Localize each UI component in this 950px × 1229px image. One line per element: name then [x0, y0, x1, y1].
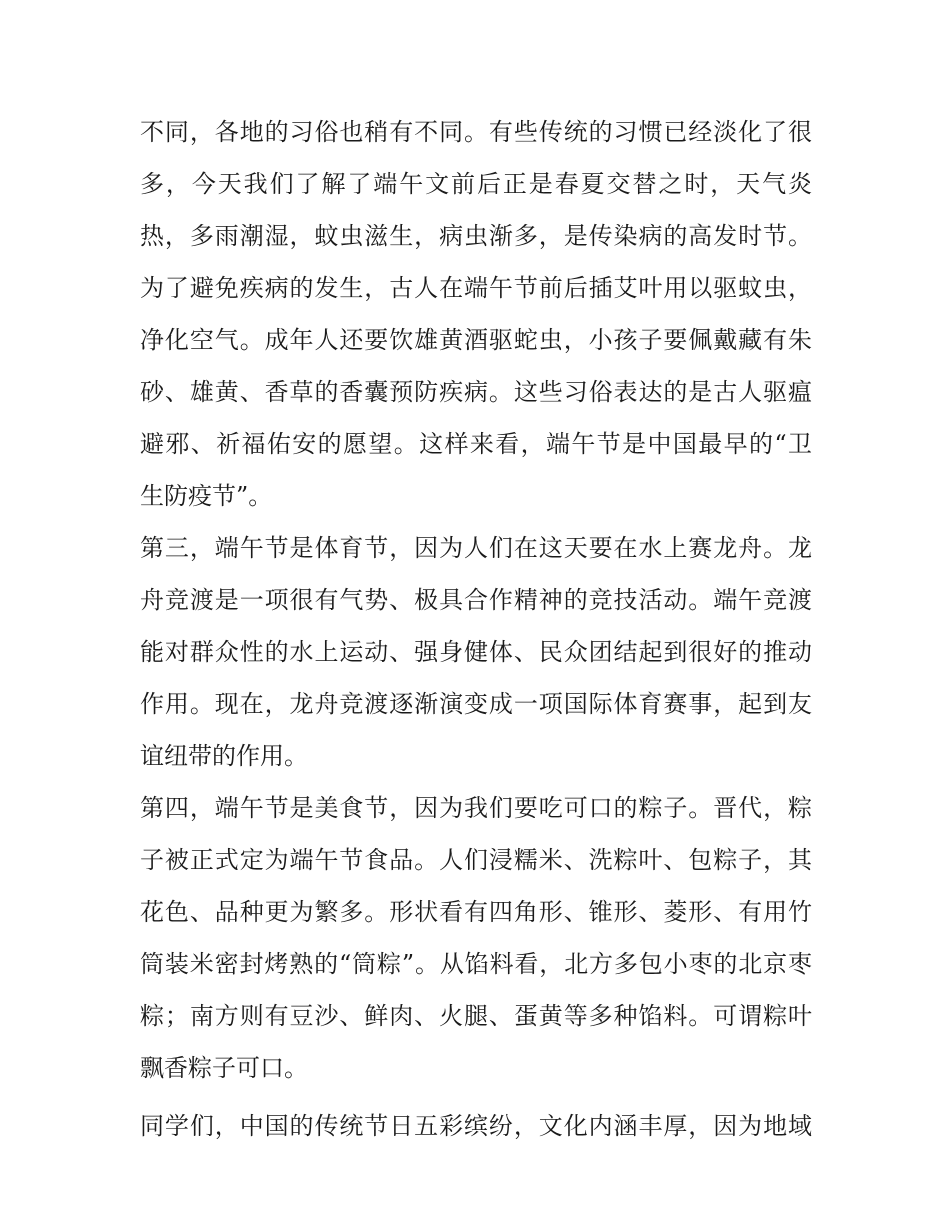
paragraph-food [140, 782, 812, 1094]
text-line: 子被正式定为端午节食品。人们浸糯米、洗粽叶、包粽子，其 [140, 846, 812, 874]
text-line: 筒装米密封烤熟的“筒粽”。从馅料看，北方多包小枣的北京枣 [140, 950, 812, 978]
paragraph-closing [140, 1100, 812, 1152]
text-line: 砂、雄黄、香草的香囊预防疾病。这些习俗表达的是古人驱瘟 [140, 378, 812, 406]
text-line: 花色、品种更为繁多。形状看有四角形、锥形、菱形、有用竹 [140, 898, 812, 926]
text-line: 能对群众性的水上运动、强身健体、民众团结起到很好的推动 [140, 638, 812, 666]
text-line: 同学们，中国的传统节日五彩缤纷，文化内涵丰厚，因为地域 [140, 1112, 812, 1140]
text-line: 舟竞渡是一项很有气势、极具合作精神的竞技活动。端午竞渡 [140, 586, 812, 614]
text-line: 第四，端午节是美食节，因为我们要吃可口的粽子。晋代，粽 [140, 794, 812, 822]
paragraph-sports [140, 522, 812, 782]
text-line: 多，今天我们了解了端午文前后正是春夏交替之时，天气炎 [140, 170, 812, 198]
text-line: 热，多雨潮湿，蚊虫滋生，病虫渐多，是传染病的高发时节。 [140, 222, 812, 250]
text-line: 避邪、祈福佑安的愿望。这样来看，端午节是中国最早的“卫 [140, 430, 812, 458]
text-line: 净化空气。成年人还要饮雄黄酒驱蛇虫，小孩子要佩戴藏有朱 [140, 326, 812, 354]
text-line: 不同，各地的习俗也稍有不同。有些传统的习惯已经淡化了很 [140, 118, 812, 146]
text-line: 第三，端午节是体育节，因为人们在这天要在水上赛龙舟。龙 [140, 534, 812, 562]
text-line: 飘香粽子可口。 [140, 1054, 308, 1082]
text-line: 粽；南方则有豆沙、鲜肉、火腿、蛋黄等多种馅料。可谓粽叶 [140, 1002, 812, 1030]
text-line: 谊纽带的作用。 [140, 742, 308, 770]
document-body [140, 106, 812, 1152]
text-line: 为了避免疾病的发生，古人在端午节前后插艾叶用以驱蚊虫， [140, 274, 812, 302]
text-line: 作用。现在，龙舟竞渡逐渐演变成一项国际体育赛事，起到友 [140, 690, 812, 718]
text-line: 生防疫节”。 [140, 482, 273, 510]
paragraph-hygiene [140, 106, 812, 522]
